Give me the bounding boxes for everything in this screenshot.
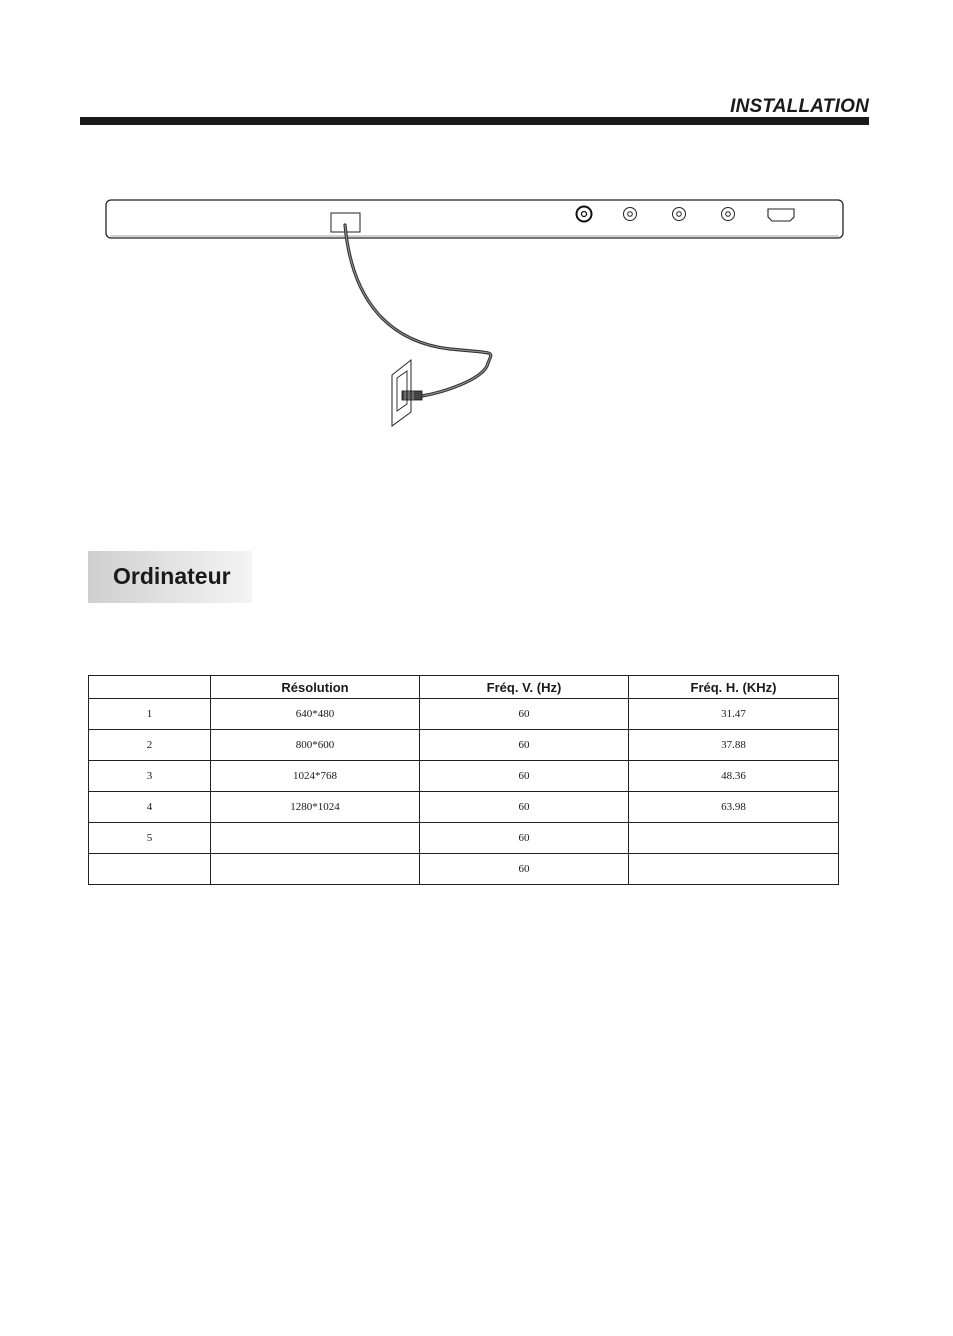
antenna-cable bbox=[345, 225, 491, 396]
table-cell: 60 bbox=[420, 699, 629, 730]
header-cell-resolution: Résolution bbox=[211, 676, 420, 699]
table-cell: 48.36 bbox=[629, 761, 839, 792]
table-cell: 800*600 bbox=[211, 730, 420, 761]
table-header-row bbox=[89, 676, 839, 699]
av-port-icon bbox=[673, 208, 686, 221]
table-row bbox=[89, 699, 839, 730]
table-cell: 60 bbox=[420, 854, 629, 885]
table-row bbox=[89, 823, 839, 854]
table-cell bbox=[629, 854, 839, 885]
header-cell-hfreq: Fréq. H. (KHz) bbox=[629, 676, 839, 699]
table-cell bbox=[629, 823, 839, 854]
table-cell: 640*480 bbox=[211, 699, 420, 730]
title-rule bbox=[80, 117, 869, 125]
table-cell: 1 bbox=[89, 699, 211, 730]
table-cell: 60 bbox=[420, 730, 629, 761]
table-row bbox=[89, 761, 839, 792]
table-cell bbox=[211, 823, 420, 854]
table-cell bbox=[89, 854, 211, 885]
table-cell: 3 bbox=[89, 761, 211, 792]
hdmi-port-icon bbox=[768, 209, 794, 221]
wall-socket-icon bbox=[392, 360, 422, 426]
table-cell: 60 bbox=[420, 792, 629, 823]
table-cell bbox=[211, 854, 420, 885]
table-cell: 31.47 bbox=[629, 699, 839, 730]
section-heading: Ordinateur bbox=[113, 563, 231, 589]
table-row bbox=[89, 854, 839, 885]
header-cell-vfreq: Fréq. V. (Hz) bbox=[420, 676, 629, 699]
table-row bbox=[89, 730, 839, 761]
table-row bbox=[89, 792, 839, 823]
header-cell bbox=[89, 676, 211, 699]
connection-diagram bbox=[100, 192, 850, 437]
table-cell: 2 bbox=[89, 730, 211, 761]
resolution-table bbox=[88, 675, 839, 885]
av-port-icon bbox=[722, 208, 735, 221]
section-heading-box bbox=[88, 551, 252, 603]
coax-port-icon bbox=[577, 207, 592, 222]
table-cell: 4 bbox=[89, 792, 211, 823]
table-cell: 63.98 bbox=[629, 792, 839, 823]
table-cell: 1024*768 bbox=[211, 761, 420, 792]
table-cell: 60 bbox=[420, 823, 629, 854]
table-cell: 37.88 bbox=[629, 730, 839, 761]
table-cell: 60 bbox=[420, 761, 629, 792]
table-cell: 5 bbox=[89, 823, 211, 854]
section-title: INSTALLATION bbox=[730, 96, 869, 117]
table-cell: 1280*1024 bbox=[211, 792, 420, 823]
av-port-icon bbox=[624, 208, 637, 221]
